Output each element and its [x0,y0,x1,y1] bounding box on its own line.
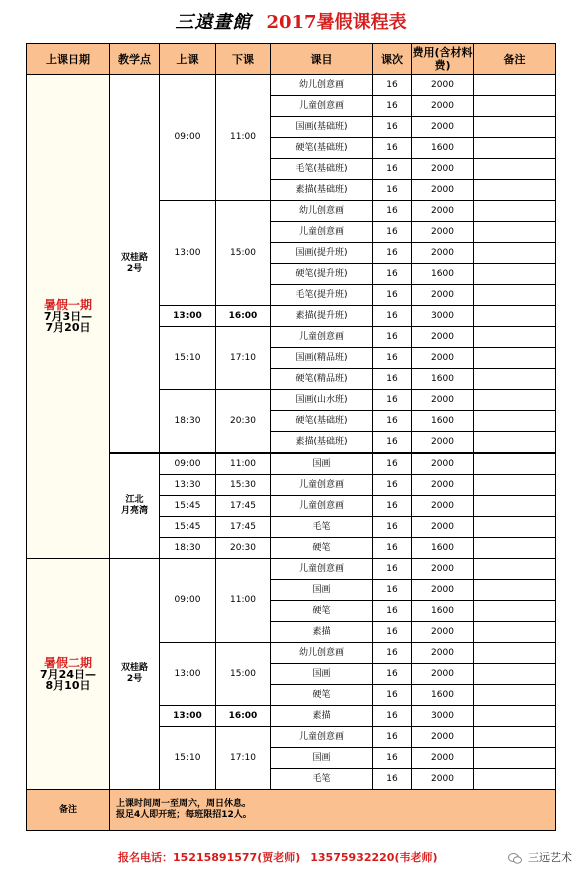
fee-cell: 2000 [412,180,474,201]
contact-phone-2: 13575932220(韦老师) [310,851,438,864]
col-header-start: 上课 [160,44,216,75]
note-cell [474,559,556,580]
note-cell [474,432,556,454]
note-cell [474,327,556,348]
sessions-cell: 16 [373,96,412,117]
watermark [508,849,573,865]
sessions-cell: 16 [373,496,412,517]
notes-line-2: 报足4人即开班；每班限招12人。 [116,810,252,820]
fee-cell: 2000 [412,348,474,369]
course-cell: 毛笔 [271,769,373,790]
fee-cell: 2000 [412,664,474,685]
course-cell: 硬笔 [271,685,373,706]
fee-cell: 2000 [412,769,474,790]
note-cell [474,75,556,96]
course-cell: 素描 [271,706,373,727]
table-row [27,75,556,96]
contact-line [118,849,448,865]
course-cell: 儿童创意画 [271,96,373,117]
course-cell: 素描(基础班) [271,180,373,201]
course-cell: 硬笔 [271,538,373,559]
time-start-cell: 09:00 [160,559,216,643]
note-cell [474,496,556,517]
sessions-cell: 16 [373,538,412,559]
course-cell: 硬笔(基础班) [271,411,373,432]
time-end-cell: 15:30 [216,475,271,496]
time-end-cell: 11:00 [216,559,271,643]
note-cell [474,601,556,622]
fee-cell: 2000 [412,243,474,264]
note-cell [474,117,556,138]
fee-cell: 2000 [412,96,474,117]
course-cell: 素描 [271,622,373,643]
sessions-cell: 16 [373,664,412,685]
fee-cell: 2000 [412,496,474,517]
note-cell [474,96,556,117]
note-cell [474,643,556,664]
note-cell [474,180,556,201]
period-cell [27,559,110,790]
course-cell: 素描(提升班) [271,306,373,327]
fee-cell: 1600 [412,369,474,390]
table-header-row [27,44,556,75]
course-cell: 儿童创意画 [271,559,373,580]
note-cell [474,580,556,601]
time-end-cell: 16:00 [216,306,271,327]
note-cell [474,685,556,706]
sessions-cell: 16 [373,75,412,96]
col-header-date: 上课日期 [27,44,110,75]
sessions-cell: 16 [373,201,412,222]
fee-cell: 3000 [412,306,474,327]
period-dates: 7月3日— 7月20日 [43,310,93,334]
schedule-body [27,75,556,790]
course-cell: 硬笔 [271,601,373,622]
time-start-cell: 09:00 [160,453,216,475]
course-cell: 儿童创意画 [271,496,373,517]
note-cell [474,222,556,243]
site-cell: 江北 月亮湾 [110,453,160,559]
sessions-cell: 16 [373,390,412,411]
note-cell [474,706,556,727]
fee-cell: 1600 [412,411,474,432]
sessions-cell: 16 [373,180,412,201]
sessions-cell: 16 [373,685,412,706]
time-end-cell: 20:30 [216,538,271,559]
fee-cell: 2000 [412,222,474,243]
sessions-cell: 16 [373,748,412,769]
fee-cell: 2000 [412,748,474,769]
course-cell: 国画(提升班) [271,243,373,264]
note-cell [474,264,556,285]
time-start-cell: 15:45 [160,496,216,517]
time-end-cell: 17:45 [216,517,271,538]
sessions-cell: 16 [373,432,412,454]
col-header-notes: 备注 [474,44,556,75]
fee-cell: 1600 [412,264,474,285]
fee-cell: 3000 [412,706,474,727]
course-cell: 毛笔(基础班) [271,159,373,180]
note-cell [474,727,556,748]
schedule-table [26,43,556,831]
course-cell: 儿童创意画 [271,727,373,748]
course-cell: 国画(精品班) [271,348,373,369]
fee-cell: 2000 [412,643,474,664]
course-cell: 幼儿创意画 [271,201,373,222]
notes-row [27,790,556,831]
fee-cell: 1600 [412,538,474,559]
fee-cell: 2000 [412,622,474,643]
sessions-cell: 16 [373,348,412,369]
note-cell [474,369,556,390]
course-cell: 素描(基础班) [271,432,373,454]
fee-cell: 2000 [412,559,474,580]
contact-phone-1: 15215891577(贾老师) [173,851,301,864]
sessions-cell: 16 [373,138,412,159]
time-start-cell: 15:45 [160,517,216,538]
fee-cell: 2000 [412,390,474,411]
sessions-cell: 16 [373,264,412,285]
sessions-cell: 16 [373,769,412,790]
note-cell [474,159,556,180]
col-header-sessions: 课次 [373,44,412,75]
time-start-cell: 18:30 [160,390,216,454]
sessions-cell: 16 [373,580,412,601]
fee-cell: 2000 [412,727,474,748]
time-end-cell: 20:30 [216,390,271,454]
note-cell [474,348,556,369]
fee-cell: 2000 [412,201,474,222]
note-cell [474,138,556,159]
course-cell: 儿童创意画 [271,222,373,243]
course-cell: 国画 [271,580,373,601]
col-header-fee: 费用(含材料费) [412,44,474,75]
watermark-text: 三远艺术 [528,851,572,864]
fee-cell: 2000 [412,517,474,538]
notes-content [110,790,556,831]
period-dates: 7月24日— 8月10日 [40,667,96,692]
note-cell [474,243,556,264]
notes-line-1: 上课时间周一至周六，周日休息。 [116,799,252,809]
note-cell [474,201,556,222]
time-start-cell: 13:00 [160,306,216,327]
sessions-cell: 16 [373,475,412,496]
time-end-cell: 17:10 [216,327,271,390]
fee-cell: 2000 [412,432,474,454]
fee-cell: 2000 [412,453,474,475]
fee-cell: 2000 [412,117,474,138]
course-cell: 硬笔(基础班) [271,138,373,159]
sessions-cell: 16 [373,622,412,643]
sessions-cell: 16 [373,159,412,180]
course-cell: 国画(山水班) [271,390,373,411]
course-cell: 儿童创意画 [271,327,373,348]
sessions-cell: 16 [373,643,412,664]
note-cell [474,748,556,769]
period-name: 暑假二期 [43,655,92,670]
note-cell [474,769,556,790]
notes-label: 备注 [27,790,110,831]
period-name: 暑假一期 [43,298,92,312]
note-cell [474,306,556,327]
page-title: 2017暑假课程表 [266,12,407,33]
col-header-site: 教学点 [110,44,160,75]
sessions-cell: 16 [373,306,412,327]
note-cell [474,285,556,306]
time-end-cell: 17:45 [216,496,271,517]
course-cell: 硬笔(提升班) [271,264,373,285]
note-cell [474,411,556,432]
time-end-cell: 15:00 [216,643,271,706]
time-end-cell: 15:00 [216,201,271,306]
sessions-cell: 16 [373,706,412,727]
time-end-cell: 11:00 [216,75,271,201]
site-cell: 双桂路 2号 [110,559,160,790]
note-cell [474,538,556,559]
time-end-cell: 17:10 [216,727,271,790]
fee-cell: 2000 [412,327,474,348]
page-header [0,8,582,42]
sessions-cell: 16 [373,117,412,138]
fee-cell: 2000 [412,580,474,601]
wechat-icon [508,853,522,864]
note-cell [474,517,556,538]
course-cell: 国画 [271,453,373,475]
time-start-cell: 18:30 [160,538,216,559]
fee-cell: 2000 [412,75,474,96]
note-cell [474,475,556,496]
fee-cell: 1600 [412,138,474,159]
fee-cell: 2000 [412,159,474,180]
course-cell: 国画 [271,748,373,769]
time-end-cell: 11:00 [216,453,271,475]
sessions-cell: 16 [373,601,412,622]
logo: 三遠畫館 [175,12,252,33]
fee-cell: 2000 [412,285,474,306]
time-start-cell: 13:00 [160,643,216,706]
col-header-course: 课目 [271,44,373,75]
time-start-cell: 13:30 [160,475,216,496]
sessions-cell: 16 [373,222,412,243]
sessions-cell: 16 [373,727,412,748]
col-header-end: 下课 [216,44,271,75]
sessions-cell: 16 [373,369,412,390]
period-cell [27,75,110,559]
time-start-cell: 15:10 [160,327,216,390]
time-start-cell: 15:10 [160,727,216,790]
table-row [27,559,556,580]
note-cell [474,390,556,411]
contact-label: 报名电话： [118,851,173,864]
course-cell: 国画(基础班) [271,117,373,138]
sessions-cell: 16 [373,285,412,306]
sessions-cell: 16 [373,517,412,538]
course-cell: 国画 [271,664,373,685]
course-cell: 毛笔 [271,517,373,538]
note-cell [474,664,556,685]
sessions-cell: 16 [373,559,412,580]
fee-cell: 1600 [412,685,474,706]
time-start-cell: 09:00 [160,75,216,201]
sessions-cell: 16 [373,411,412,432]
fee-cell: 1600 [412,601,474,622]
sessions-cell: 16 [373,243,412,264]
course-cell: 毛笔(提升班) [271,285,373,306]
site-cell: 双桂路 2号 [110,75,160,454]
time-start-cell: 13:00 [160,706,216,727]
time-end-cell: 16:00 [216,706,271,727]
course-cell: 儿童创意画 [271,475,373,496]
time-start-cell: 13:00 [160,201,216,306]
note-cell [474,453,556,475]
sessions-cell: 16 [373,453,412,475]
course-cell: 硬笔(精品班) [271,369,373,390]
fee-cell: 2000 [412,475,474,496]
course-cell: 幼儿创意画 [271,75,373,96]
course-cell: 幼儿创意画 [271,643,373,664]
sessions-cell: 16 [373,327,412,348]
note-cell [474,622,556,643]
